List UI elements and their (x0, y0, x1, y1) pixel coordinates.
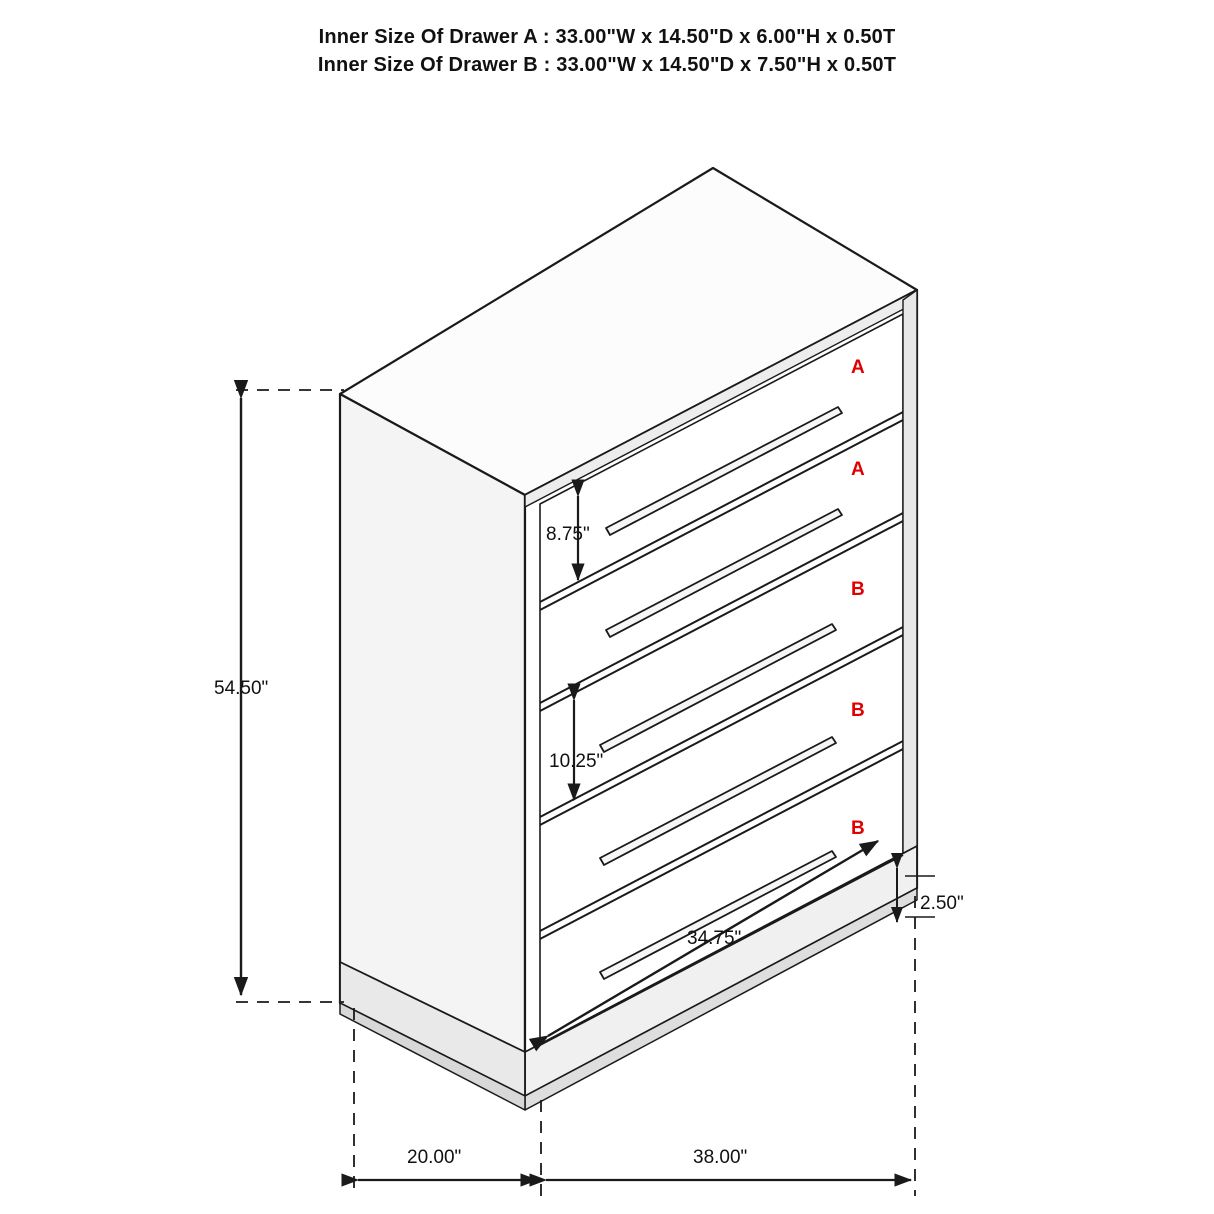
drawer-label-5: B (851, 818, 865, 839)
header-line-drawer-a: Inner Size Of Drawer A : 33.00"W x 14.50"D x 6.00"H x 0.50T (318, 26, 896, 48)
dimension-label-width: 38.00" (693, 1147, 748, 1168)
drawer-label-3: B (851, 579, 865, 600)
dimension-label-height: 54.50" (214, 678, 269, 699)
dimension-label-drawer-a: 8.75" (546, 524, 590, 545)
cabinet-body (340, 168, 917, 1110)
drawer-label-2: A (851, 459, 865, 480)
drawer-label-1: A (851, 357, 865, 378)
cabinet-right-edge (903, 290, 917, 888)
dimension-label-base-height: 2.50" (920, 893, 964, 914)
drawer-label-4: B (851, 700, 865, 721)
dimension-label-drawer-b: 10.25" (549, 751, 604, 772)
dimension-label-depth: 20.00" (407, 1147, 462, 1168)
header-line-drawer-b: Inner Size Of Drawer B : 33.00"W x 14.50"D x 7.50"H x 0.50T (317, 54, 897, 76)
dimension-label-front-width: 34.75" (687, 928, 742, 949)
